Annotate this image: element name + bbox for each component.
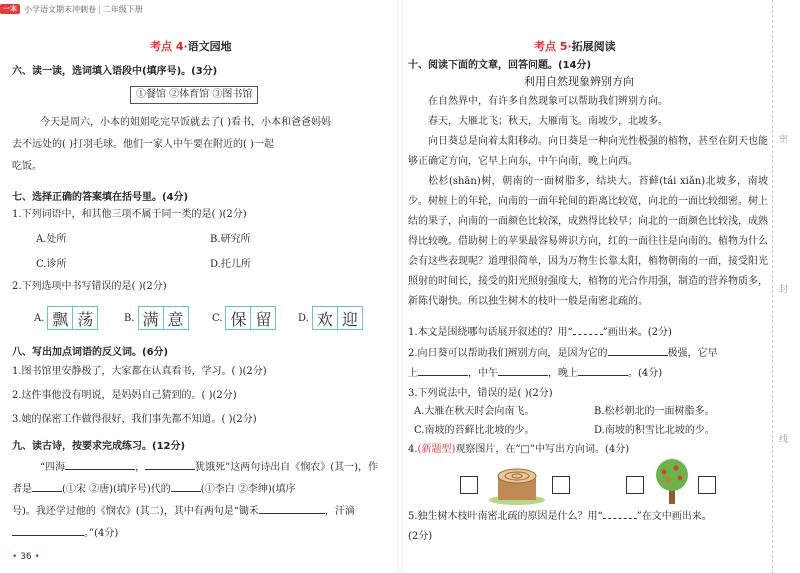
blank[interactable] <box>32 491 62 492</box>
q8-sub1: 1.图书馆里安静极了，大家都在认真看书，学习。( )(2分) <box>12 366 267 377</box>
underline-sample <box>603 518 637 519</box>
q10-title: 十、阅读下面的文章，回答问题。(14分) <box>408 60 592 71</box>
blank[interactable] <box>145 469 195 470</box>
q6-title: 六、读一读，选词填入语段中(填序号)。(3分) <box>12 66 218 77</box>
q7-opt-a: A.处所 <box>36 234 67 245</box>
q10-opt-b: B.松杉朝北的一面树脂多。 <box>594 406 715 417</box>
q8-sub3: 3.她的保密工作做得很好，我们事先都不知道。( )(2分) <box>12 414 257 425</box>
answer-box-left-1[interactable] <box>460 476 478 494</box>
tree-stump-icon <box>488 464 546 506</box>
answer-box-right-1[interactable] <box>626 476 644 494</box>
page-fold <box>397 0 403 573</box>
choice-a: A. 飘 荡 <box>34 306 98 330</box>
page-header: 一本 小学语文期末冲刺卷 | 二年级下册 <box>0 2 143 16</box>
q9-line2: 者是 (①宋 ②唐)(填序号)代的 (①李白 ②李绅)(填序 <box>12 484 296 495</box>
q7-opt-b: B.研究所 <box>210 234 251 245</box>
q10-sub2b: 上 ，中午 ，晚上 。(4分) <box>408 368 663 379</box>
blank[interactable] <box>498 375 548 376</box>
apple-tree-icon <box>652 458 692 506</box>
passage-p2: 春天，大雁北飞；秋天，大雁南飞。南坡少，北坡多。 <box>428 116 668 127</box>
margin-char-3: 线 <box>779 435 789 445</box>
q7-sub1: 1.下列词语中，和其他三项不属于同一类的是( )(2分) <box>12 209 247 220</box>
q9-line4: 。”(4分) <box>12 524 118 544</box>
passage-title: 利用自然现象辨别方向 <box>524 75 634 88</box>
q10-sub1: 1.本文是围绕哪句话展开叙述的？用“ ”画出来。(2分) <box>408 327 672 338</box>
section-title-5: 考点 5·拓展阅读 <box>534 40 616 53</box>
q10-sub3: 3.下列说法中，错误的是( )(2分) <box>408 388 553 399</box>
series-name: 小学语文期末冲刺卷 <box>24 4 96 14</box>
q10-sub4: 4.(新题型)观察图片，在“□”中写出方向词。(4分) <box>408 444 630 455</box>
blank[interactable] <box>65 469 135 470</box>
blank[interactable] <box>12 535 84 536</box>
q7-opt-d: D.托儿所 <box>210 259 251 270</box>
blank[interactable] <box>259 513 325 514</box>
q9-line3: 号)。我还学过他的《悯农》(其二)，其中有两句是“锄禾 ，汗滴 <box>12 506 355 517</box>
q10-opt-a: A.大雁在秋天时会向南飞。 <box>414 406 535 417</box>
blank[interactable] <box>418 375 468 376</box>
choice-d: D. 欢 迎 <box>298 306 363 330</box>
q6-line2: 去不远处的( )打羽毛球。他们一家人中午要在附近的( )一起 <box>12 139 274 150</box>
binding-margin <box>772 0 800 573</box>
q10-opt-d: D.南坡的积雪比北坡的少。 <box>594 425 715 436</box>
section-title-4: 考点 4·语文园地 <box>150 40 232 53</box>
choice-b: B. 满 意 <box>124 306 189 330</box>
q7-opt-c: C.诊所 <box>36 259 67 270</box>
right-page <box>404 0 770 573</box>
q10-sub5-score: (2分) <box>408 531 433 542</box>
grade-label: 二年级下册 <box>102 4 143 14</box>
answer-box-right-2[interactable] <box>698 476 716 494</box>
margin-char-2: 封 <box>779 285 789 295</box>
underline-sample <box>573 334 603 335</box>
q10-sub5: 5.独生树木枝叶南密北疏的原因是什么？用“ ”在文中画出来。 <box>408 511 712 522</box>
page-number: • 36 • <box>12 552 40 562</box>
answer-box-left-2[interactable] <box>552 476 570 494</box>
q9-title: 九、读古诗，按要求完成练习。(12分) <box>12 441 186 452</box>
q6-line3: 吃饭。 <box>12 161 42 172</box>
left-page <box>0 0 396 573</box>
q7-sub2: 2.下列选项中书写错误的是( )(2分) <box>12 281 167 292</box>
series-logo: 一本 <box>0 4 20 14</box>
q7-title: 七、选择正确的答案填在括号里。(4分) <box>12 192 189 203</box>
blank[interactable] <box>608 355 668 356</box>
q8-title: 八、写出加点词语的反义词。(6分) <box>12 347 169 358</box>
choice-c: C. 保 留 <box>212 306 276 330</box>
blank[interactable] <box>578 375 628 376</box>
q9-line1: “四海 ， 犹饿死”这两句诗出自《悯农》(其一)，作 <box>40 462 379 473</box>
passage-p4: 松杉(shān)树，朝南的一面树脂多，结块大。苔藓(tái xiǎn)北坡多，南坡少。树桩上的年轮，向南的一面年轮间的距离比较宽，向北的一面比较细密。树上结的果子，向南的一面颜色比较深，成熟得比较早；向北的一面颜色比较浅，成熟得比较晚。借助树上的苹果最容易辨识方向，红的一面往往是向南的。植物为什么会有这些表现呢？道理很简单，因为万物生长靠太阳，植物朝南的一面，接受阳光照射的时间长，接受的阳光照射强度大，植物的光合作用强，制造的营养物质多，新陈代谢快。所以独生树木的枝叶一般是南密北疏的。 <box>408 176 768 307</box>
q10-sub2a: 2.向日葵可以帮助我们辨别方向，是因为它的 极强，它早 <box>408 348 718 359</box>
q8-sub2: 2.这件事他没有明说，是妈妈自己猜到的。( )(2分) <box>12 390 237 401</box>
passage-p3: 向日葵总是向着太阳移动。向日葵是一种向光性极强的植物，甚至在阴天也能够正确定方向，它早上向东，中午向南，晚上向西。 <box>408 136 768 167</box>
blank[interactable] <box>171 491 201 492</box>
q10-opt-c: C.南坡的苔藓比北坡的少。 <box>414 425 535 436</box>
passage-p1: 在自然界中，有许多自然现象可以帮助我们辨别方向。 <box>428 96 668 107</box>
margin-char-1: 密 <box>779 135 789 145</box>
q6-options: ①餐馆 ②体育馆 ③图书馆 <box>130 86 258 104</box>
q6-line1: 今天是周六，小本的姐姐吃完早饭就去了( )看书，小本和爸爸妈妈 <box>40 117 331 128</box>
